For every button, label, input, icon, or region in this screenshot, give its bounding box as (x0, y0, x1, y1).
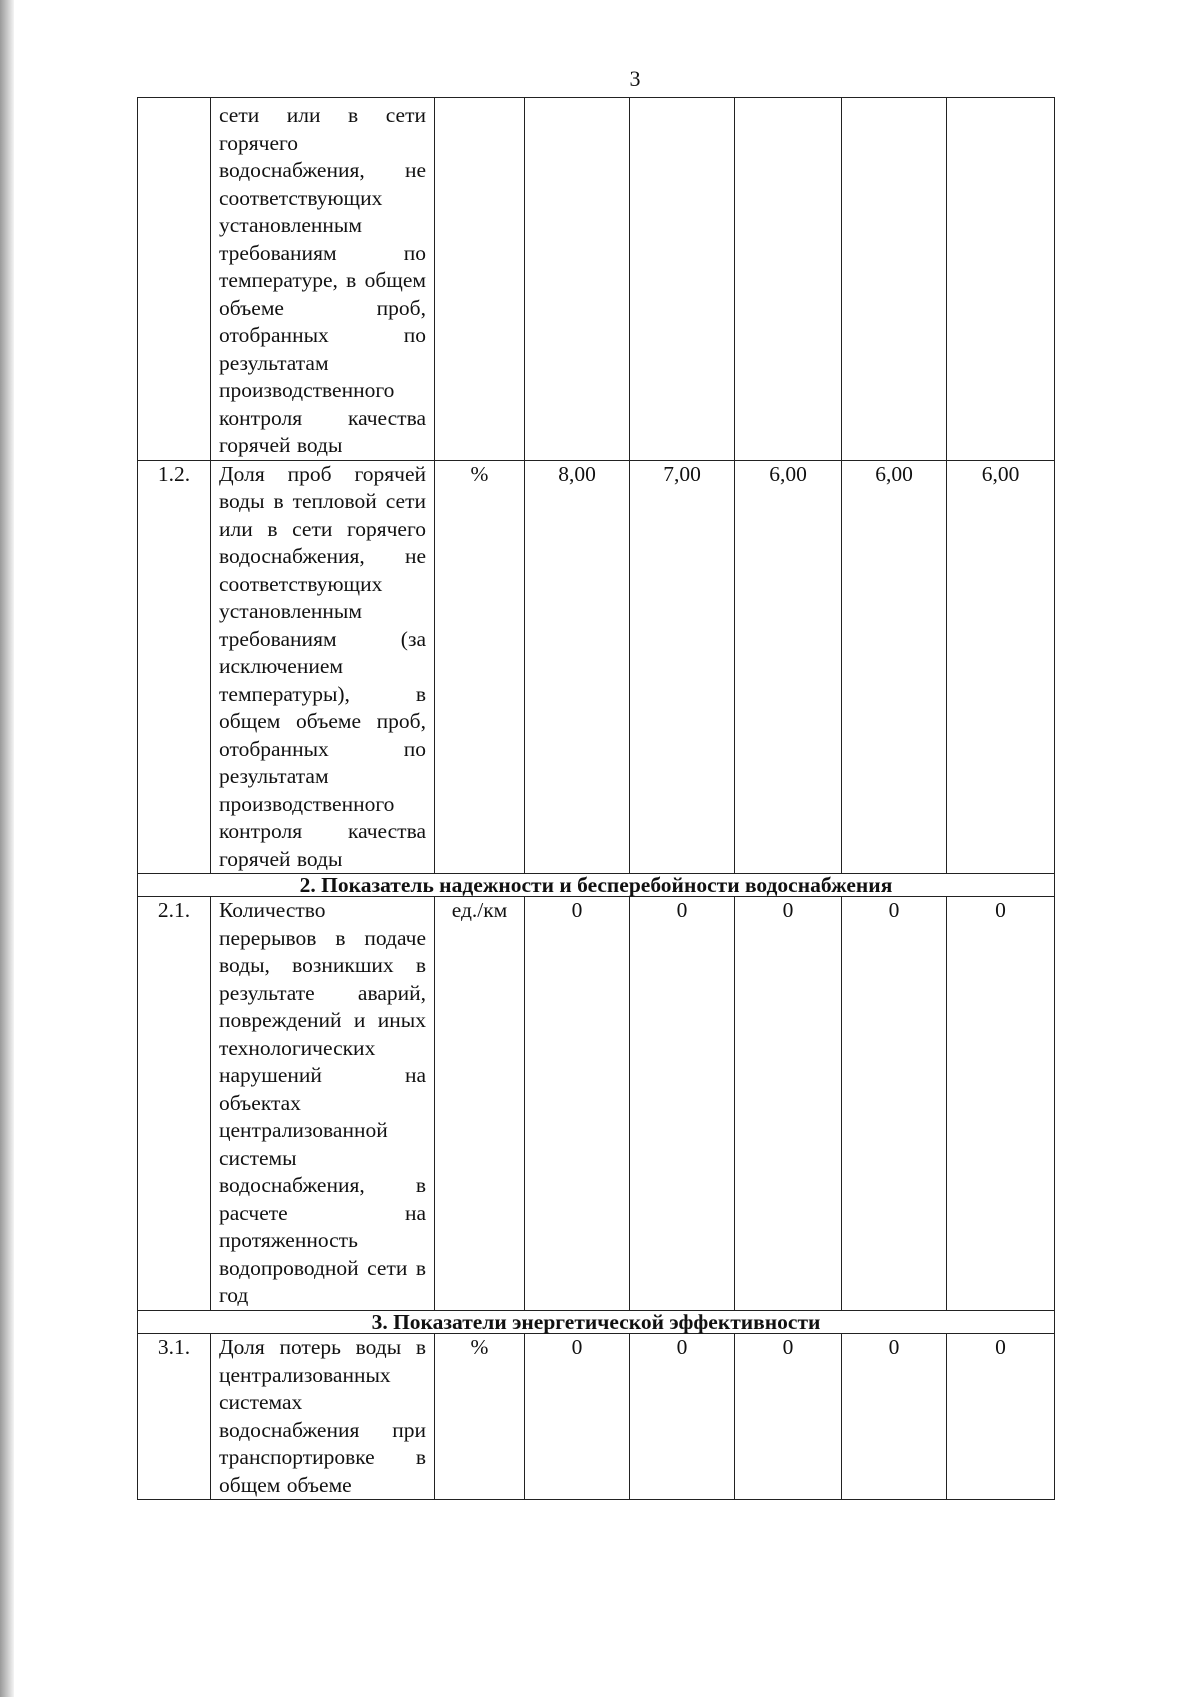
row-number-cell (138, 98, 211, 461)
row-number: 1.2. (138, 460, 211, 874)
value-year-5: 0 (947, 897, 1055, 1311)
page-number: 3 (629, 66, 641, 91)
row-unit: % (435, 1334, 525, 1500)
section-heading-3 (138, 1311, 1055, 1334)
value-year-1: 0 (525, 897, 630, 1311)
value-year-2: 0 (630, 1334, 735, 1500)
value-year-4: 0 (842, 897, 947, 1311)
value-year-4: 6,00 (842, 460, 947, 874)
value-year-1: 8,00 (525, 460, 630, 874)
row-description: Доля потерь воды в централизованных системах водоснабжения при транспортировке в общем объеме (211, 1334, 435, 1500)
section-title: 2. Показатель надежности и бесперебойности водоснабжения (138, 874, 1055, 897)
section-title: 3. Показатели энергетической эффективности (138, 1311, 1055, 1334)
value-cell (842, 98, 947, 461)
row-unit: ед./км (435, 897, 525, 1311)
row-description: Количество перерывов в подаче воды, возникших в результате аварий, повреждений и иных технологических нарушений на объектах централизованной системы водоснабжения, в расчете на протяженность водопроводной сети в год (211, 897, 435, 1311)
row-number: 3.1. (138, 1334, 211, 1500)
value-year-1: 0 (525, 1334, 630, 1500)
value-year-3: 0 (735, 1334, 842, 1500)
table-row-3-1 (138, 1334, 1055, 1500)
table-row-2-1 (138, 897, 1055, 1311)
unit-cell (435, 98, 525, 461)
table-row-1-2 (138, 460, 1055, 874)
value-cell (735, 98, 842, 461)
value-cell (630, 98, 735, 461)
value-year-2: 0 (630, 897, 735, 1311)
row-description: Доля проб горячей воды в тепловой сети или в сети горячего водоснабжения, не соответствующих установленным требованиям (за исключением температуры), в общем объеме проб, отобранных по результатам производственного контроля качества горячей воды (211, 460, 435, 874)
row-number: 2.1. (138, 897, 211, 1311)
value-year-4: 0 (842, 1334, 947, 1500)
value-cell (525, 98, 630, 461)
row-unit: % (435, 460, 525, 874)
value-year-2: 7,00 (630, 460, 735, 874)
scan-edge (0, 0, 14, 1697)
indicators-table (137, 97, 1055, 1500)
value-year-3: 6,00 (735, 460, 842, 874)
value-year-5: 0 (947, 1334, 1055, 1500)
table-row-continuation (138, 98, 1055, 461)
value-year-5: 6,00 (947, 460, 1055, 874)
value-year-3: 0 (735, 897, 842, 1311)
value-cell (947, 98, 1055, 461)
row-description: сети или в сети горячего водоснабжения, не соответствующих установленным требованиям по температуре, в общем объеме проб, отобранных по результатам производственного контроля качества горячей воды (211, 98, 435, 461)
section-heading-2 (138, 874, 1055, 897)
